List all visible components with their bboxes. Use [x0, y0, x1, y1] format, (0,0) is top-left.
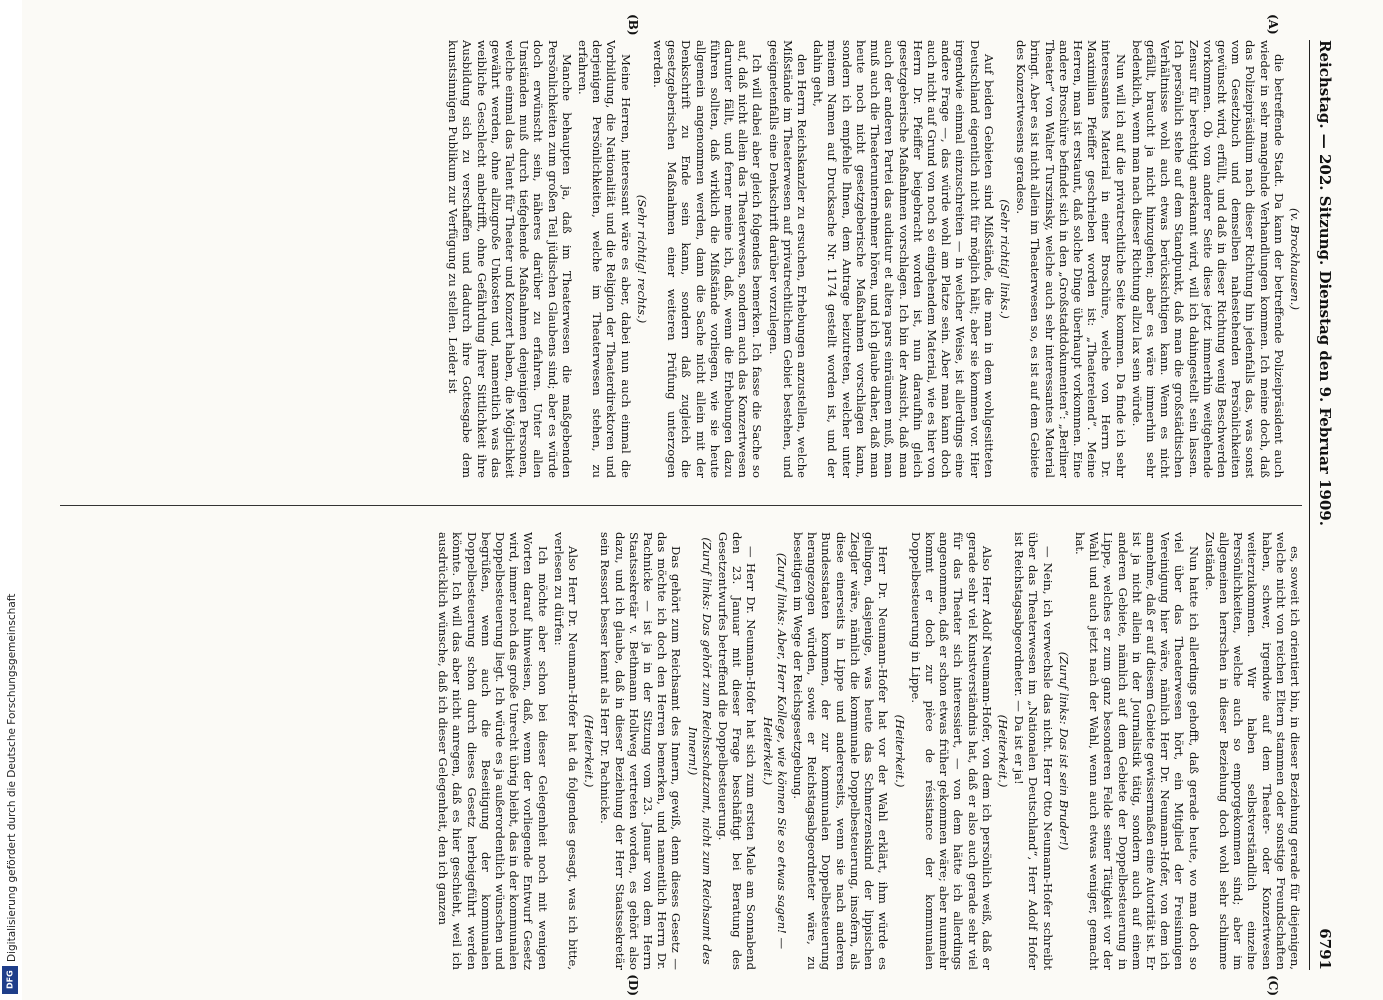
paragraph: (Heiterkeit.) — [892, 714, 907, 788]
margin-marker-b: (B) — [626, 14, 640, 36]
paragraph: (Zuruf links: Das gehört zum Reichsschatzamt, nicht zum Reichsamt des Innern!) — [685, 537, 714, 965]
margin-marker-a: (A) — [1266, 14, 1280, 35]
paragraph: den Herrn Reichskanzler zu ersuchen, Erhebungen anzustellen, welche Mißstände im Theaterwesen auf privatrechtlichem Gebiet bestehen, und geeignetenfalls eine Denkschrift darüber vorzulegen. — [766, 40, 810, 478]
document-page — [60, 14, 1340, 996]
paragraph: Ich will dabei aber gleich folgendes bemerken. Ich fasse die Sache so auf, daß nicht allein das Theaterwesen, sondern auch das Konzertwesen darunter fällt, und ferner meine ich, daß, wenn die Erhebungen dazu führen sollten, daß wirklich die Mißstände vorliegen, wie sie heute allgemein angenommen werden, dann die Sache nicht allein mit der Denkschrift zu Ende sein kann, sondern daß zugleich die gesetzgeberischen Maßnahmen einer weiteren Prüfung unterzogen werden. — [651, 40, 765, 478]
paragraph: (Sehr richtig! links.) — [997, 199, 1012, 319]
paragraph: Nun hatte ich allerdings gehofft, daß gerade heute, wo man doch so viel über das Theaterwesen hört, ein Mitglied der Freisinnigen Vereinigung hier wäre, nämlich Herr Dr. Neumann-Hofer, von dem ich annehme, daß er auf diesem Gebiete gewissermaßen eine Autorität ist. Er ist ja nicht allein in der Journalistik tätig, sondern auch auf einem anderen Gebiete, nämlich auf dem Gebiete der Doppelbesteuerung in Lippe, welches er zum ganz besonderen Felde seiner Tätigkeit vor der Wahl und auch jetzt nach der Wahl, wenn auch etwas weniger, gemacht hat. — [1072, 532, 1201, 970]
paragraph: Das gehört zum Reichsamt des Innern, gewiß, denn dieses Gesetz — das möchte ich doch den Herren bemerken, und namentlich Herrn Dr. Pachnicke — ist ja in der Sitzung vom 23. Januar von dem Herrn Staatssekretär v. Bethmann Hollweg vertreten worden, es gehört also dazu, und ich glaube, daß in dieser Beziehung der Herr Staatssekretär sein Ressort besser kennt als Herr Dr. Pachnicke. — [598, 532, 684, 970]
paragraph: Auf beiden Gebieten sind Mißstände, die man in dem wohlgesitteten Deutschland eigentlich nicht für möglich hält; aber sie kommen vor. Hier irgendwie einmal einzuschreiten — in welcher Weise, ist allerdings eine andere Frage —, das würde wohl am Platze sein. Aber man kann doch auch nicht auf Grund von noch so eingehendem Material, wie es hier von Herrn Dr. Pfeiffer beigebracht worden ist, nun daraufhin gleich gesetzgeberische Maßnahmen vorschlagen. Ich bin der Ansicht, daß man auch der anderen Partei das audiatur et altera pars einräumen muß, man muß auch die Theaterunternehmer hören, und ich glaube daher, daß man heute noch nicht gesetzgeberische Maßnahmen vorschlagen kann, sondern ich empfehle Ihnen, dem Antrage beizutreten, welcher unter meinem Namen auf Drucksache Nr. 1174 gestellt worden ist, und der dahin geht, — [811, 40, 996, 478]
paragraph: Manche behaupten ja, daß im Theaterwesen die maßgebenden Persönlichkeiten zum großen Teil jüdischen Glaubens sind; aber es würde doch erwünscht sein, näheres darüber zu erfahren. Unter allen Umständen muß durch tiefgehende Maßnahmen denjenigen Personen, welche einmal das Talent für Theater und Konzert haben, die Möglichkeit gewährt werden, ohne allzugroße Unkosten und, namentlich was das weibliche Geschlecht anbetrifft, ohne Gefährdung ihrer Sittlichkeit ihre Ausbildung sich zu verschaffen und dadurch ihre Gottesgabe dem kunstsinnigen Publikum zur Verfügung zu stellen. Leider ist — [446, 40, 574, 478]
margin-marker-d: (D) — [626, 974, 640, 996]
paragraph: es, soweit ich orientiert bin, in dieser Beziehung gerade für diejenigen, welche nicht von reichen Eltern stammen oder sonstige Freundschaften haben, schwer, irgendwie auf dem Theater- oder Konzertwesen weiterzukommen. Wir haben selbstverständlich einzelne Persönlichkeiten, welche auch so emporgekommen sind; aber im allgemeinen herrschen in dieser Beziehung doch wohl sehr schlimme Zustände. — [1202, 532, 1302, 970]
paragraph: (v. Brockhausen.) — [1288, 208, 1302, 310]
paragraph: (Zuruf links: Das ist sein Bruder!) — [1056, 651, 1071, 851]
paragraph: Also Herr Adolf Neumann-Hofer, von dem ich persönlich weiß, daß er gerade sehr viel Kunstverständnis hat, daß er also auch gerade sehr viel für das Theater sich interessiert, — von dem hätte ich allerdings angenommen, daß er schon etwas früher gekommen wäre; aber nunmehr kommt er doch zur pièce de résistance der kommunalen Doppelbesteuerung in Lippe. — [908, 532, 994, 970]
paragraph: Meine Herren, interessant wäre es aber, dabei nun auch einmal die Vorbildung, die Nationalität und die Religion der Theaterdirektoren und derjenigen Persönlichkeiten, welche im Theaterwesen stehen, zu erfahren. — [576, 40, 633, 478]
paragraph: Nun will ich auf die privatrechtliche Seite kommen. Da finde ich sehr interessantes Material in einer Broschüre, welche von Herrn Dr. Maximilian Pfeiffer geschrieben worden ist: „Theaterelend“. Meine Herren, man ist erstaunt, daß solche Dinge überhaupt vorkommen. Eine andere Broschüre befindet sich in den „Großstadtdokumenten“: „Berliner Theater“ von Walter Turszinsky, welche auch sehr interessantes Material bringt. Aber es ist nicht allein im Theaterwesen so, es ist auf dem Gebiete des Konzertwesens geradeso. — [1014, 40, 1128, 478]
paragraph: (Sehr richtig! rechts.) — [634, 194, 649, 324]
paragraph: (Heiterkeit.) — [995, 714, 1010, 788]
left-column — [72, 40, 1302, 478]
paragraph: Also Herr Dr. Neumann-Hofer hat da folgendes gesagt, was ich bitte, verlesen zu dürfen: — [551, 532, 581, 970]
paragraph: (Heiterkeit.) — [582, 714, 597, 788]
paragraph: die betreffende Stadt. Da kann der betreffende Polizeipräsident auch wieder in sehr mangelnde Verhandlungen kommen. Ich meine doch, daß das Polizeipräsidium nach dieser Richtung hin jedenfalls das, was sonst vom Gesetzbuch und demselben nahestehenden Persönlichkeiten gewünscht wird, erfüllt, und daß in dieser Richtung wenig Beschwerden vorkommen. Ob von anderer Seite diese jetzt immerhin weitgehende Zensur für berechtigt anerkannt wird, will ich dahingestellt sein lassen. Ich persönlich stehe auf dem Standpunkt, daß man die großstädtischen Verhältnisse wohl auch etwas berücksichtigen kann. Wenn es nicht gefällt, braucht ja nicht hinzugehen; aber es wäre immerhin sehr bedenklich, wenn man nach dieser Richtung allzu lax sein würde. — [1129, 40, 1286, 478]
paragraph: Herr Dr. Neumann-Hofer hat vor der Wahl erklärt, ihm würde es gelingen, dasjenige, was heute das Schmerzenskind der lippischen Ziegler wäre, nämlich die kommunale Doppelbesteuerung, insofern, als diese einerseits in Lippe und andererseits, wenn sie nach anderen Bundesstaaten kommen, der zur kommunalen Doppelbesteuerung herangezogen würden, sowie er Reichstagsabgeordneter wäre, zu beseitigen im Wege der Reichsgesetzgebung. — [791, 532, 891, 970]
page-header — [1309, 40, 1340, 970]
running-title: Reichstag. — 202. Sitzung. Dienstag den 9. Februar 1909. — [1316, 40, 1334, 526]
page-number: 6791 — [1316, 928, 1334, 970]
column-divider — [60, 505, 1302, 506]
paragraph: — Herr Dr. Neumann-Hofer hat sich zum ersten Male am Sonnabend den 23. Januar mit dieser Frage beschäftigt bei Beratung des Gesetzentwurfes betreffend die Doppelbesteuerung. — [716, 532, 759, 970]
margin-marker-c: (C) — [1266, 975, 1280, 996]
paragraph: — Nein, ich verwechsle das nicht. Herr Otto Neumann-Hofer schreibt über das Theaterwesen im „Nationalen Deutschland“, Herr Adolf Hofer ist Reichstagsabgeordneter. — Da ist er ja! — [1012, 532, 1055, 970]
dfg-logo: DFG — [2, 966, 18, 994]
paragraph: (Zuruf links: Aber, Herr Kollege, wie können Sie so etwas sagen! — Heiterkeit.) — [760, 552, 789, 950]
paragraph: Ich möchte aber schon bei dieser Gelegenheit noch mit wenigen Worten darauf hinweisen, daß, wenn der vorliegende Entwurf Gesetz wird, immer noch das große Unrecht übrig bleibt, das in der kommunalen Doppelbesteuerung liegt. Ich würde es ja außerordentlich wünschen und begrüßen, wenn auch die Beseitigung der kommunalen Doppelbesteuerung schon durch dieses Gesetz herbeigeführt werden könnte. Ich will das aber nicht anregen, daß es hier geschieht, weil ich ausdrücklich wünsche, daß ich dieser Gelegenheit, den ich ganzen — [436, 532, 550, 970]
footer-strip — [0, 0, 22, 1000]
funding-notice: Digitalisierung gefördert durch die Deutsche Forschungsgemeinschaft — [6, 593, 18, 962]
right-column — [72, 532, 1302, 970]
